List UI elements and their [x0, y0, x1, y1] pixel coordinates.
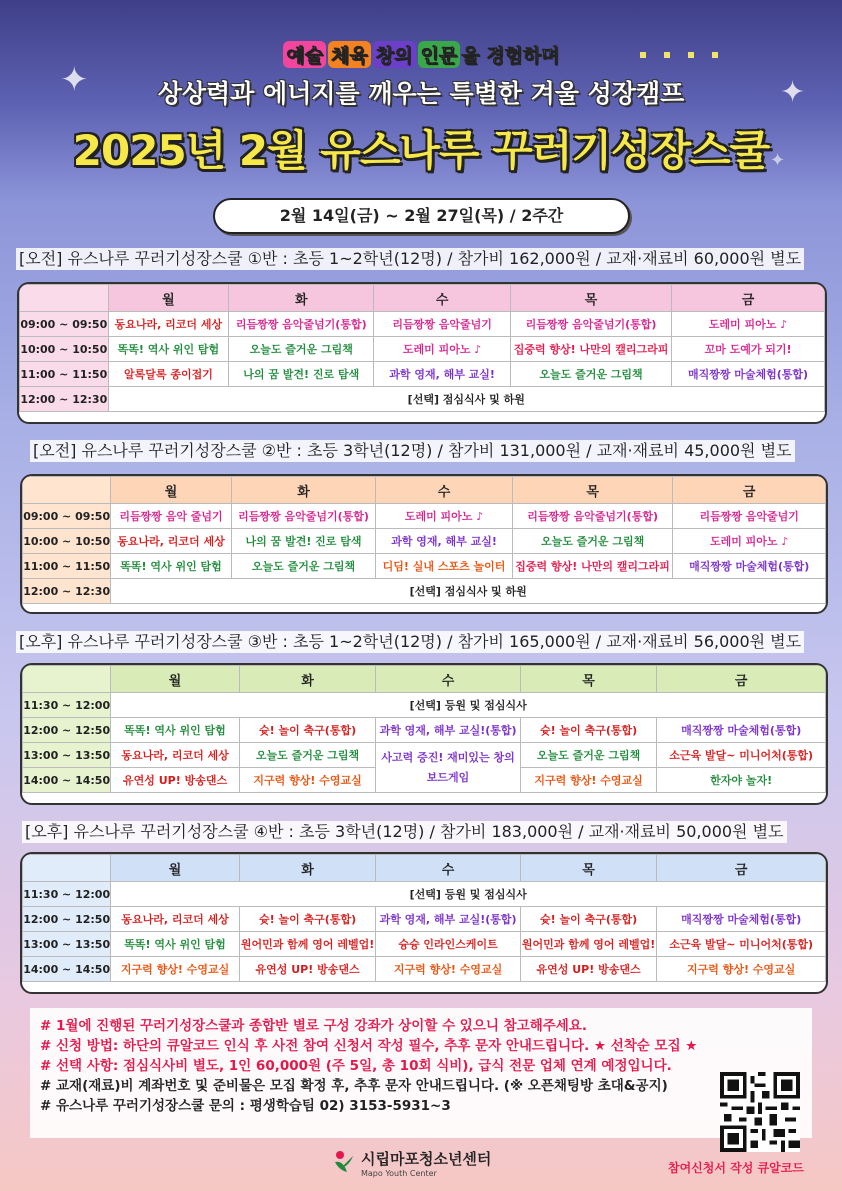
class-cell: 지구력 향상! 수영교실 [657, 957, 826, 982]
day-header: 화 [239, 666, 376, 693]
decorative-dots [640, 52, 750, 58]
schedule-table [20, 474, 828, 614]
class-cell: 소근육 발달~ 미니어처(통합) [657, 932, 826, 957]
class-cell: 도레미 피아노 ♪ [374, 337, 511, 362]
note-line: # 유스나루 꾸러기성장스쿨 문의 : 평생학습팀 02) 3153-5931~3 [40, 1098, 451, 1114]
class-cell: 도레미 피아노 ♪ [673, 529, 826, 554]
section-title: [오후] 유스나루 꾸러기성장스쿨 ③반 : 초등 1~2학년(12명) / 참가비 165,000원 / 교재·재료비 56,000원 별도 [16, 631, 804, 653]
org-subname: Mapo Youth Center [361, 1169, 437, 1178]
time-slot: 11:30 ~ 12:00 [23, 882, 111, 907]
time-slot: 11:00 ~ 11:50 [23, 554, 111, 579]
class-cell: 지구력 향상! 수영교실 [520, 768, 657, 793]
org-emblem-icon [333, 1150, 355, 1176]
time-slot: 11:00 ~ 11:50 [20, 362, 109, 387]
day-header: 월 [111, 477, 231, 504]
table-row [23, 743, 826, 768]
schedule-grid [22, 854, 826, 982]
class-cell: 슛! 놀이 축구(통합) [239, 907, 376, 932]
class-cell: 과학 영재, 해부 교실!(통합) [376, 907, 521, 932]
note-line: # 1월에 진행된 꾸러기성장스쿨과 종합반 별로 구성 강좌가 상이할 수 있으니 참고해주세요. [40, 1018, 588, 1034]
class-cell: 똑똑! 역사 위인 탐험 [111, 554, 231, 579]
day-header: 화 [229, 285, 374, 312]
star-icon: ✦ [60, 60, 89, 100]
subject-pill: 체육 [328, 41, 371, 68]
schedule-grid [19, 284, 825, 412]
class-cell: 동요나라, 리코더 세상 [111, 907, 239, 932]
time-slot: 13:00 ~ 13:50 [23, 743, 111, 768]
time-slot: 10:00 ~ 10:50 [23, 529, 111, 554]
day-header: 월 [111, 666, 239, 693]
class-cell: 리듬짱짱 음악줄넘기(통합) [512, 504, 673, 529]
table-row [23, 957, 826, 982]
class-cell: 리듬짱짱 음악줄넘기(통합) [229, 312, 374, 337]
day-header: 목 [511, 285, 672, 312]
table-row [23, 932, 826, 957]
time-slot: 14:00 ~ 14:50 [23, 957, 111, 982]
class-cell: 디딤! 실내 스포츠 놀이터 [376, 554, 513, 579]
note-line: # 신청 방법: 하단의 큐알코드 인식 후 사전 참여 신청서 작성 필수, 추후 문자 안내드립니다. ★ 선착순 모집 ★ [40, 1038, 698, 1054]
span-cell: [선택] 점심식사 및 하원 [108, 387, 824, 412]
note-line: # 교재(재료)비 계좌번호 및 준비물은 모집 확정 후, 추후 문자 안내드립니다. (※ 오픈채팅방 초대&공지) [40, 1078, 668, 1094]
class-cell: 나의 꿈 발견! 진로 탐색 [231, 529, 376, 554]
class-cell: 한자야 놀자! [657, 768, 826, 793]
subject-pill: 예술 [283, 41, 326, 68]
class-cell: 오늘도 즐거운 그림책 [520, 743, 657, 768]
day-header: 금 [657, 855, 826, 882]
note-line: # 선택 사항: 점심식사비 별도, 1인 60,000원 (주 5일, 총 10회 식비), 급식 전문 업체 연계 예정입니다. [40, 1058, 672, 1074]
day-header: 목 [512, 477, 673, 504]
table-row [20, 312, 825, 337]
day-header: 수 [376, 666, 521, 693]
table-row [23, 718, 826, 743]
class-cell: 매직짱짱 마술체험(통합) [657, 718, 826, 743]
day-header: 금 [672, 285, 825, 312]
table-header-row [20, 285, 825, 312]
day-header: 월 [111, 855, 239, 882]
class-cell: 도레미 피아노 ♪ [672, 312, 825, 337]
class-cell: 슛! 놀이 축구(통합) [520, 718, 657, 743]
table-header-row [23, 477, 826, 504]
table-row [20, 337, 825, 362]
day-header: 수 [376, 477, 513, 504]
class-cell: 슛! 놀이 축구(통합) [520, 907, 657, 932]
class-cell: 꼬마 도예가 되기! [672, 337, 825, 362]
star-icon: ✦ [780, 75, 806, 110]
class-cell: 원어민과 함께 영어 레벨업! [520, 932, 657, 957]
section-title: [오전] 유스나루 꾸러기성장스쿨 ②반 : 초등 3학년(12명) / 참가비 131,000원 / 교재·재료비 45,000원 별도 [30, 440, 795, 462]
class-cell: 동요나라, 리코더 세상 [108, 312, 229, 337]
day-header: 금 [673, 477, 826, 504]
day-header: 화 [231, 477, 376, 504]
table-row [23, 554, 826, 579]
table-row [23, 579, 826, 604]
class-cell: 오늘도 즐거운 그림책 [239, 743, 376, 768]
class-cell: 도레미 피아노 ♪ [376, 504, 513, 529]
day-header: 월 [108, 285, 229, 312]
time-slot: 09:00 ~ 09:50 [20, 312, 109, 337]
table-row [23, 529, 826, 554]
class-cell: 리듬짱짱 음악줄넘기(통합) [231, 504, 376, 529]
time-slot: 14:00 ~ 14:50 [23, 768, 111, 793]
class-cell: 리듬짱짱 음악줄넘기 [673, 504, 826, 529]
class-cell: 똑똑! 역사 위인 탐험 [111, 718, 239, 743]
span-cell: [선택] 등원 및 점심식사 [111, 693, 826, 718]
class-cell: 소근육 발달~ 미니어처(통합) [657, 743, 826, 768]
class-cell: 지구력 향상! 수영교실 [111, 957, 239, 982]
class-cell: 집중력 향상! 나만의 캘리그라피 [512, 554, 673, 579]
subject-pill: 인문 [418, 41, 461, 68]
class-cell: 사고력 증진! 재미있는 창의보드게임 [376, 743, 521, 793]
class-cell: 리듬짱짱 음악줄넘기(통합) [511, 312, 672, 337]
class-cell: 리듬짱짱 음악 줄넘기 [111, 504, 231, 529]
table-row [23, 882, 826, 907]
time-slot: 09:00 ~ 09:50 [23, 504, 111, 529]
class-cell: 슝슝 인라인스케이트 [376, 932, 521, 957]
time-header [23, 477, 111, 504]
class-cell: 오늘도 즐거운 그림책 [511, 362, 672, 387]
day-header: 수 [376, 855, 521, 882]
time-slot: 12:00 ~ 12:30 [23, 579, 111, 604]
qr-code[interactable] [720, 1072, 800, 1152]
class-cell: 알록달록 종이접기 [108, 362, 229, 387]
class-cell: 지구력 향상! 수영교실 [376, 957, 521, 982]
notes-box [30, 1008, 812, 1138]
day-header: 금 [657, 666, 826, 693]
time-slot: 13:00 ~ 13:50 [23, 932, 111, 957]
time-slot: 12:00 ~ 12:50 [23, 907, 111, 932]
class-cell: 슛! 놀이 축구(통합) [239, 718, 376, 743]
page-title: 2025년 2월 유스나루 꾸러기성장스쿨 [72, 126, 770, 175]
class-cell: 똑똑! 역사 위인 탐험 [108, 337, 229, 362]
class-cell: 동요나라, 리코더 세상 [111, 529, 231, 554]
table-row [23, 907, 826, 932]
qr-caption: 참여신청서 작성 큐알코드 [668, 1161, 804, 1175]
class-cell: 원어민과 함께 영어 레벨업! [239, 932, 376, 957]
star-icon: ✦ [770, 150, 786, 171]
class-cell: 오늘도 즐거운 그림책 [512, 529, 673, 554]
day-header: 목 [520, 855, 657, 882]
class-cell: 똑똑! 역사 위인 탐험 [111, 932, 239, 957]
day-header: 수 [374, 285, 511, 312]
table-row [23, 693, 826, 718]
table-header-row [23, 666, 826, 693]
table-row [20, 387, 825, 412]
span-cell: [선택] 등원 및 점심식사 [111, 882, 826, 907]
time-slot: 11:30 ~ 12:00 [23, 693, 111, 718]
class-cell: 매직짱짱 마술체험(통합) [657, 907, 826, 932]
header-line1-suffix: 을 경험하며 [461, 45, 560, 67]
time-slot: 10:00 ~ 10:50 [20, 337, 109, 362]
span-cell: [선택] 점심식사 및 하원 [111, 579, 826, 604]
table-header-row [23, 855, 826, 882]
day-header: 목 [520, 666, 657, 693]
class-cell: 오늘도 즐거운 그림책 [229, 337, 374, 362]
class-cell: 리듬짱짱 음악줄넘기 [374, 312, 511, 337]
schedule-table [20, 852, 828, 994]
schedule-grid [22, 665, 826, 793]
time-slot: 12:00 ~ 12:30 [20, 387, 109, 412]
table-row [20, 362, 825, 387]
table-row [23, 504, 826, 529]
time-slot: 12:00 ~ 12:50 [23, 718, 111, 743]
section-title: [오전] 유스나루 꾸러기성장스쿨 ①반 : 초등 1~2학년(12명) / 참가비 162,000원 / 교재·재료비 60,000원 별도 [16, 248, 804, 270]
header-subtitle: 상상력과 에너지를 깨우는 특별한 겨울 성장캠프 [157, 79, 685, 108]
period-badge: 2월 14일(금) ~ 2월 27일(목) / 2주간 [213, 198, 630, 234]
day-header: 화 [239, 855, 376, 882]
class-cell: 집중력 향상! 나만의 캘리그라피 [511, 337, 672, 362]
class-cell: 과학 영재, 해부 교실!(통합) [376, 718, 521, 743]
org-name: 시립마포청소년센터 [361, 1150, 492, 1168]
schedule-table [17, 282, 827, 424]
subject-pill: 창의 [373, 41, 416, 68]
time-header [20, 285, 109, 312]
class-cell: 지구력 향상! 수영교실 [239, 768, 376, 793]
class-cell: 나의 꿈 발견! 진로 탐색 [229, 362, 374, 387]
class-cell: 오늘도 즐거운 그림책 [231, 554, 376, 579]
class-cell: 유연성 UP! 방송댄스 [111, 768, 239, 793]
schedule-table [20, 663, 828, 805]
class-cell: 매직짱짱 마술체험(통합) [673, 554, 826, 579]
class-cell: 매직짱짱 마술체험(통합) [672, 362, 825, 387]
time-header [23, 666, 111, 693]
class-cell: 동요나라, 리코더 세상 [111, 743, 239, 768]
class-cell: 과학 영재, 해부 교실! [374, 362, 511, 387]
org-logo [333, 1148, 491, 1178]
schedule-grid [22, 476, 826, 604]
class-cell: 과학 영재, 해부 교실! [376, 529, 513, 554]
time-header [23, 855, 111, 882]
class-cell: 유연성 UP! 방송댄스 [239, 957, 376, 982]
class-cell: 유연성 UP! 방송댄스 [520, 957, 657, 982]
section-title: [오후] 유스나루 꾸러기성장스쿨 ④반 : 초등 3학년(12명) / 참가비 183,000원 / 교재·재료비 50,000원 별도 [22, 821, 787, 843]
